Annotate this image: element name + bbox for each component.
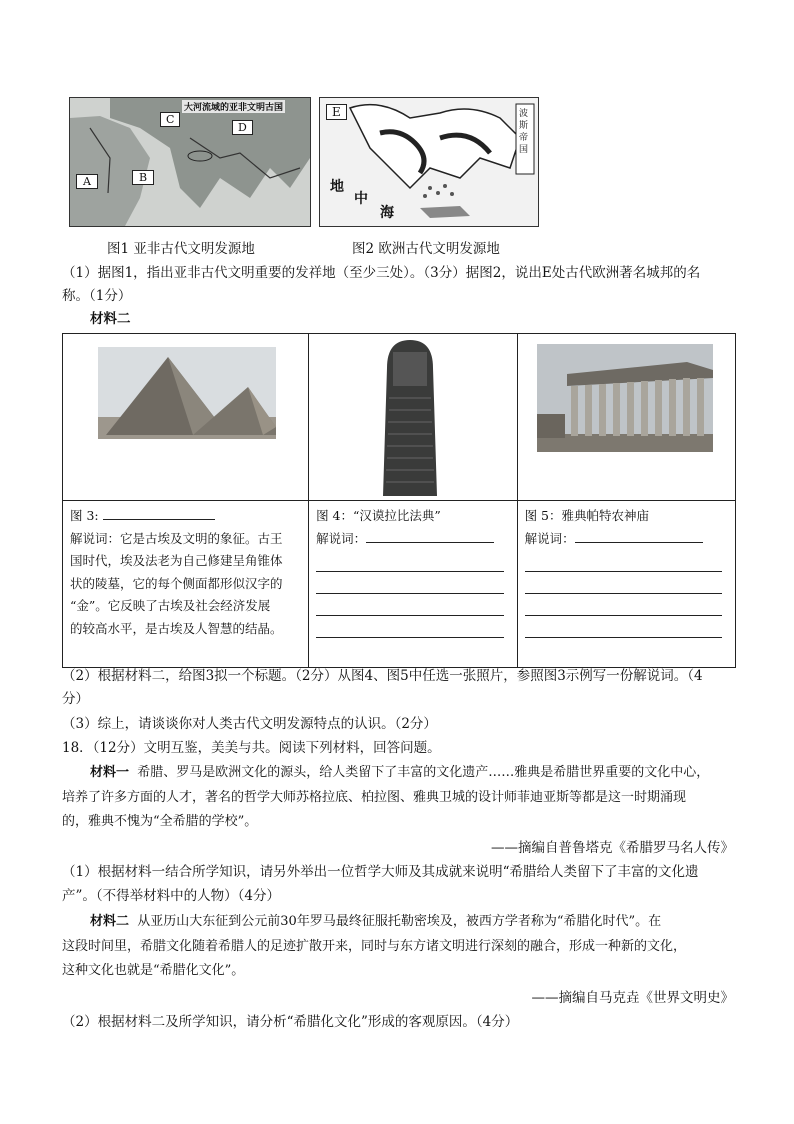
q18-2: （2）根据材料二及所学知识，请分析“希腊化文化”形成的客观原因。（4分） (62, 1014, 519, 1030)
fig4-caption-label: 解说词： (316, 530, 367, 546)
map2-sea-1: 地 (330, 179, 344, 195)
material2b-line2: 这段时间里，希腊文化随着希腊人的足迹扩散开来，同时与东方诸文明进行深刻的融合，形成一种新的文化， (62, 939, 687, 954)
map1-caption: 图1 亚非古代文明发源地 (107, 241, 255, 257)
q3: （3）综上，请谈谈你对人类古代文明发源特点的认识。（2分） (62, 716, 437, 732)
fig5-cell (518, 501, 735, 667)
stele-photo (309, 334, 516, 500)
fig5-label: 图 5：雅典帕特农神庙 (524, 508, 649, 523)
fig3-cell (63, 501, 308, 667)
fig3-line-3: 状的陵墓，它的每个侧面都形似汉字的 (70, 575, 283, 591)
material2-table (62, 333, 736, 668)
map2-sea-2: 中 (354, 191, 368, 207)
map2-label-e: E (326, 104, 347, 120)
map-asia-africa-drawing (70, 98, 310, 226)
material2b-source: ——摘编自马克垚《世界文明史》 (531, 990, 734, 1006)
parthenon-image (537, 344, 713, 452)
fig5-blank-0[interactable] (575, 530, 703, 543)
stele-image (379, 338, 441, 496)
fig4-blank-4[interactable] (316, 616, 503, 638)
q1-line2: 称。（1分） (62, 288, 132, 304)
map2-persia-text: 波斯帝国 (519, 109, 529, 155)
q1-line1: （1）据图1，指出亚非古代文明重要的发祥地（至少三处）。（3分）据图2，说出E处古代欧洲著名城邦的名 (62, 265, 701, 281)
fig3-label: 图 3: (70, 508, 99, 523)
fig5-caption-label: 解说词： (524, 530, 575, 546)
fig5-blank-1[interactable] (525, 550, 722, 572)
material1-line3: 的，雅典不愧为“全希腊的学校”。 (62, 814, 258, 829)
fig3-line-1: 解说词：它是古埃及文明的象征。古王 (70, 530, 283, 546)
fig4-blank-0[interactable] (366, 530, 494, 543)
parthenon-photo (518, 334, 735, 500)
q2-line2: 分） (62, 691, 89, 707)
material1-text1: 希腊、罗马是欧洲文化的源头，给人类留下了丰富的文化遗产……雅典是希腊世界重要的文化中心， (137, 765, 710, 780)
q18-header: 18．（12分）文明互鉴，美美与共。阅读下列材料，回答问题。 (62, 740, 441, 756)
map1-label-c: C (160, 112, 180, 127)
map1-label-d: D (232, 120, 253, 135)
fig3-title-blank[interactable] (103, 507, 215, 520)
map1-label-a: A (76, 174, 98, 189)
material2b-line1 (62, 911, 742, 933)
map1-title: 大河流域的亚非文明古国 (182, 100, 285, 113)
q18-1-line2: 产”。（不得举材料中的人物）（4分） (62, 888, 280, 904)
fig4-label: 图 4：“汉谟拉比法典” (316, 508, 441, 523)
fig5-blank-3[interactable] (525, 594, 722, 616)
fig3-line-5: 的较高水平，是古埃及人智慧的结晶。 (70, 620, 283, 636)
fig5-blank-4[interactable] (525, 616, 722, 638)
map1-label-b: B (132, 170, 154, 185)
material1-title: 材料一 (90, 765, 130, 780)
fig4-blank-3[interactable] (316, 594, 503, 616)
map-europe (319, 97, 539, 227)
q18-1-line1: （1）根据材料一结合所学知识，请另外举出一位哲学大师及其成就来说明“希腊给人类留下了丰富的文化遗 (62, 864, 699, 880)
pyramids-image (98, 347, 276, 439)
material1-line1 (62, 762, 742, 784)
map2-caption: 图2 欧洲古代文明发源地 (352, 241, 500, 257)
map2-sea-3: 海 (380, 205, 394, 221)
fig4-cell (309, 501, 516, 667)
material1-source: ——摘编自普鲁塔克《希腊罗马名人传》 (491, 840, 734, 856)
material2b-line3: 这种文化也就是“希腊化文化”。 (62, 963, 245, 978)
map-asia-africa (69, 97, 311, 227)
q2-line1: （2）根据材料二，给图3拟一个标题。（2分）从图4、图5中任选一张照片，参照图3示例写一份解说词。（4 (62, 668, 703, 684)
fig3-line-2: 国时代，埃及法老为自己修建呈角锥体 (70, 553, 283, 568)
fig4-blank-2[interactable] (316, 572, 503, 594)
material2b-text1: 从亚历山大东征到公元前30年罗马最终征服托勒密埃及，被西方学者称为“希腊化时代”。在 (137, 914, 662, 929)
material1-line2: 培养了许多方面的人才，著名的哲学大师苏格拉底、柏拉图、雅典卫城的设计师菲迪亚斯等都是这一时期涌现 (62, 790, 687, 805)
map-europe-drawing (320, 98, 538, 226)
material2-title: 材料二 (90, 311, 131, 327)
pyramids-photo (63, 334, 308, 500)
fig5-blank-2[interactable] (525, 572, 722, 594)
fig3-line-4: “金”。它反映了古埃及社会经济发展 (70, 598, 271, 613)
material2b-title: 材料二 (90, 914, 130, 929)
fig4-blank-1[interactable] (316, 550, 503, 572)
